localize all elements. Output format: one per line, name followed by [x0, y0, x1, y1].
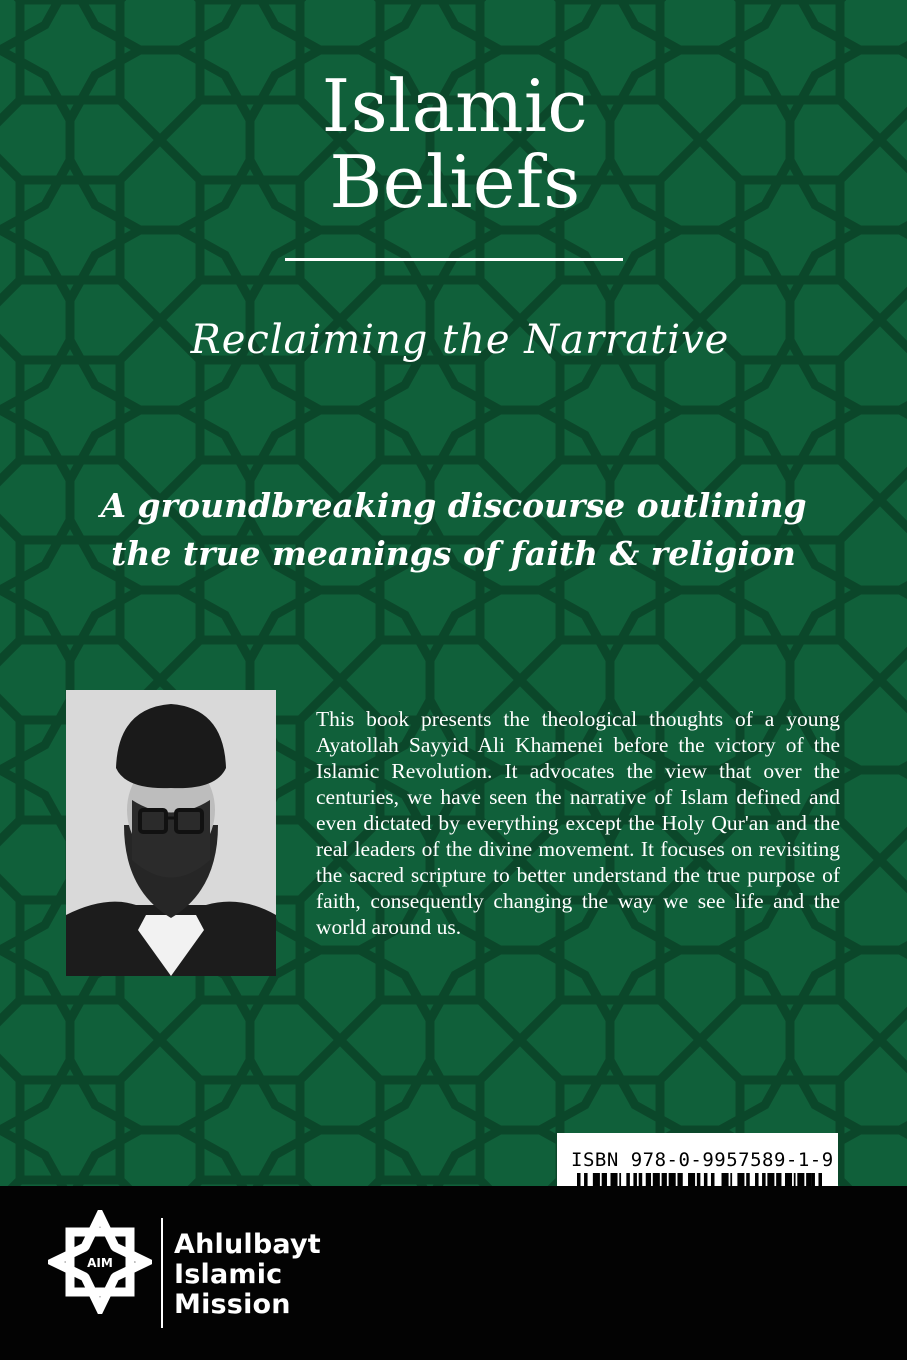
tagline — [40, 482, 867, 578]
isbn-label: ISBN 978-0-9957589-1-9 — [571, 1149, 834, 1171]
publisher-line-1: Ahlulbayt — [174, 1229, 321, 1260]
tagline-line-1: A groundbreaking discourse outlining — [100, 486, 807, 525]
book-subtitle: Reclaiming the Narrative — [190, 317, 730, 363]
book-description: This book presents the theological thoughts of a young Ayatollah Sayyid Ali Khamenei before the victory of the Islamic Revolution. It advocates the view that over the centuries, we have seen the narrative of Islam defined and even dictated by everything except the Holy Qur'an and the real leaders of the divine movement. It focuses on revisiting the sacred scripture to better understand the true purpose of faith, consequently changing the way we see life and the world around us. — [316, 706, 840, 939]
title-line-1: Islamic — [321, 64, 589, 148]
portrait-illustration — [66, 690, 276, 976]
publisher-name — [174, 1230, 321, 1320]
book-title — [200, 64, 710, 224]
publisher-line-3: Mission — [174, 1289, 291, 1320]
publisher-logo-icon — [48, 1210, 152, 1314]
tagline-line-2: the true meanings of faith & religion — [111, 534, 796, 573]
logo-badge-text: AIM — [87, 1256, 113, 1270]
publisher-line-2: Islamic — [174, 1259, 283, 1290]
logo-divider — [161, 1218, 163, 1328]
title-divider — [285, 258, 623, 261]
title-line-2: Beliefs — [329, 140, 581, 224]
author-portrait — [66, 690, 276, 976]
